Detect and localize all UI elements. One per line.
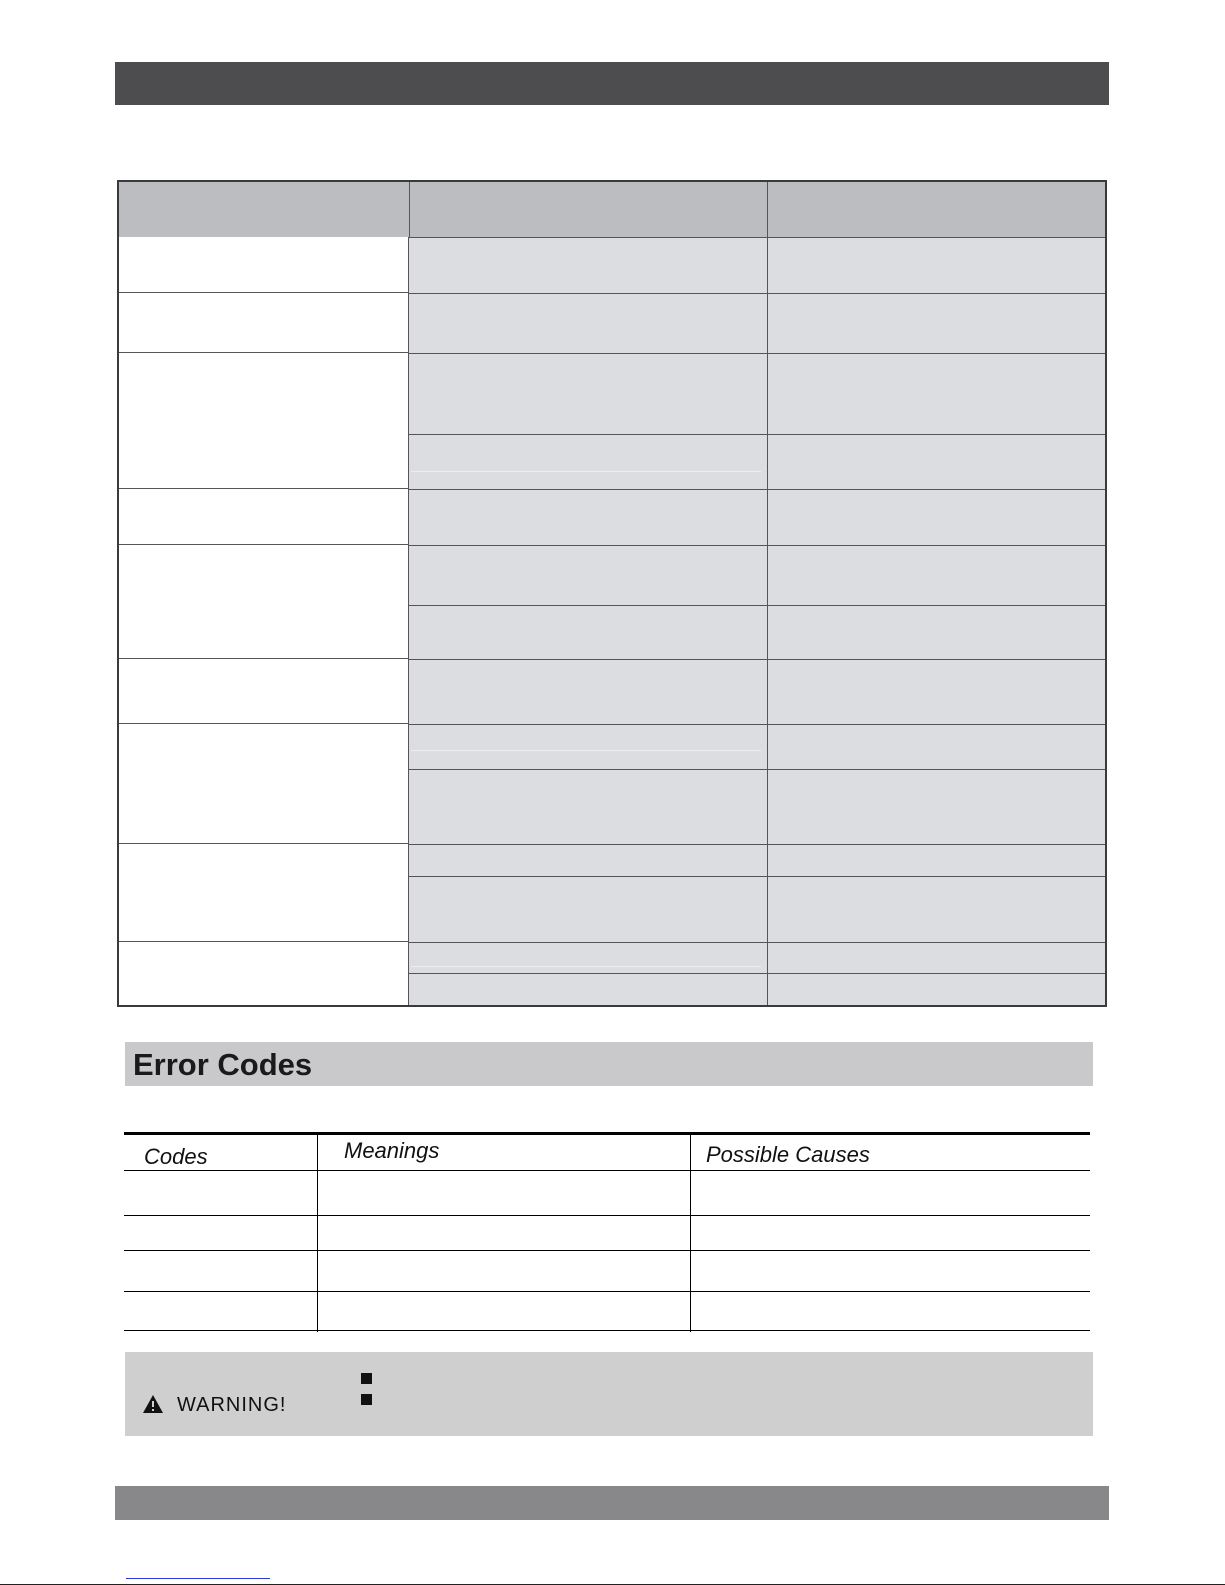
table-row-divider (124, 1250, 1090, 1251)
error-codes-title: Error Codes (133, 1047, 313, 1082)
column-divider (317, 1135, 318, 1332)
error-codes-table (124, 1132, 1090, 1332)
problem-cell (119, 942, 409, 1005)
header-bar (115, 62, 1109, 105)
problem-cell (119, 293, 409, 353)
row-divider (409, 545, 1105, 546)
table-row-divider (124, 1291, 1090, 1292)
square-bullet-icon (361, 1373, 372, 1384)
table-row-divider (124, 1170, 1090, 1171)
table-row-divider (124, 1330, 1090, 1331)
row-divider (409, 724, 1105, 725)
problem-cell (119, 489, 409, 545)
faint-divider (411, 750, 761, 751)
row-divider (409, 876, 1105, 877)
column-divider (690, 1135, 691, 1332)
column-divider (767, 182, 768, 237)
problem-cell (119, 237, 409, 293)
row-divider (409, 769, 1105, 770)
problem-cell (119, 724, 409, 844)
warning-box (125, 1352, 1093, 1436)
column-header-possible-causes: Possible Causes (706, 1142, 870, 1167)
row-divider (409, 489, 1105, 490)
row-divider (409, 434, 1105, 435)
footer-bar (115, 1486, 1109, 1520)
problem-cell (119, 545, 409, 659)
table-row-divider (124, 1215, 1090, 1216)
troubleshooting-table-header (119, 182, 1105, 238)
problem-cell (119, 659, 409, 724)
problem-cell (119, 353, 409, 489)
square-bullet-icon (361, 1394, 372, 1405)
row-divider (409, 605, 1105, 606)
faint-divider (411, 471, 761, 472)
problem-cell (119, 844, 409, 942)
warning-label: WARNING! (177, 1394, 287, 1416)
row-divider (409, 973, 1105, 974)
row-divider (409, 942, 1105, 943)
row-divider (409, 844, 1105, 845)
troubleshooting-table (117, 180, 1107, 1007)
row-divider (409, 353, 1105, 354)
column-header-codes: Codes (144, 1144, 208, 1169)
table-top-rule (124, 1132, 1090, 1135)
column-divider (409, 182, 410, 237)
error-codes-section-heading (125, 1042, 1093, 1086)
footer-link-underline (126, 1578, 270, 1579)
faint-divider (411, 966, 761, 967)
warning-triangle-icon (142, 1394, 164, 1419)
row-divider (409, 293, 1105, 294)
column-header-meanings: Meanings (344, 1138, 440, 1163)
row-divider (409, 659, 1105, 660)
